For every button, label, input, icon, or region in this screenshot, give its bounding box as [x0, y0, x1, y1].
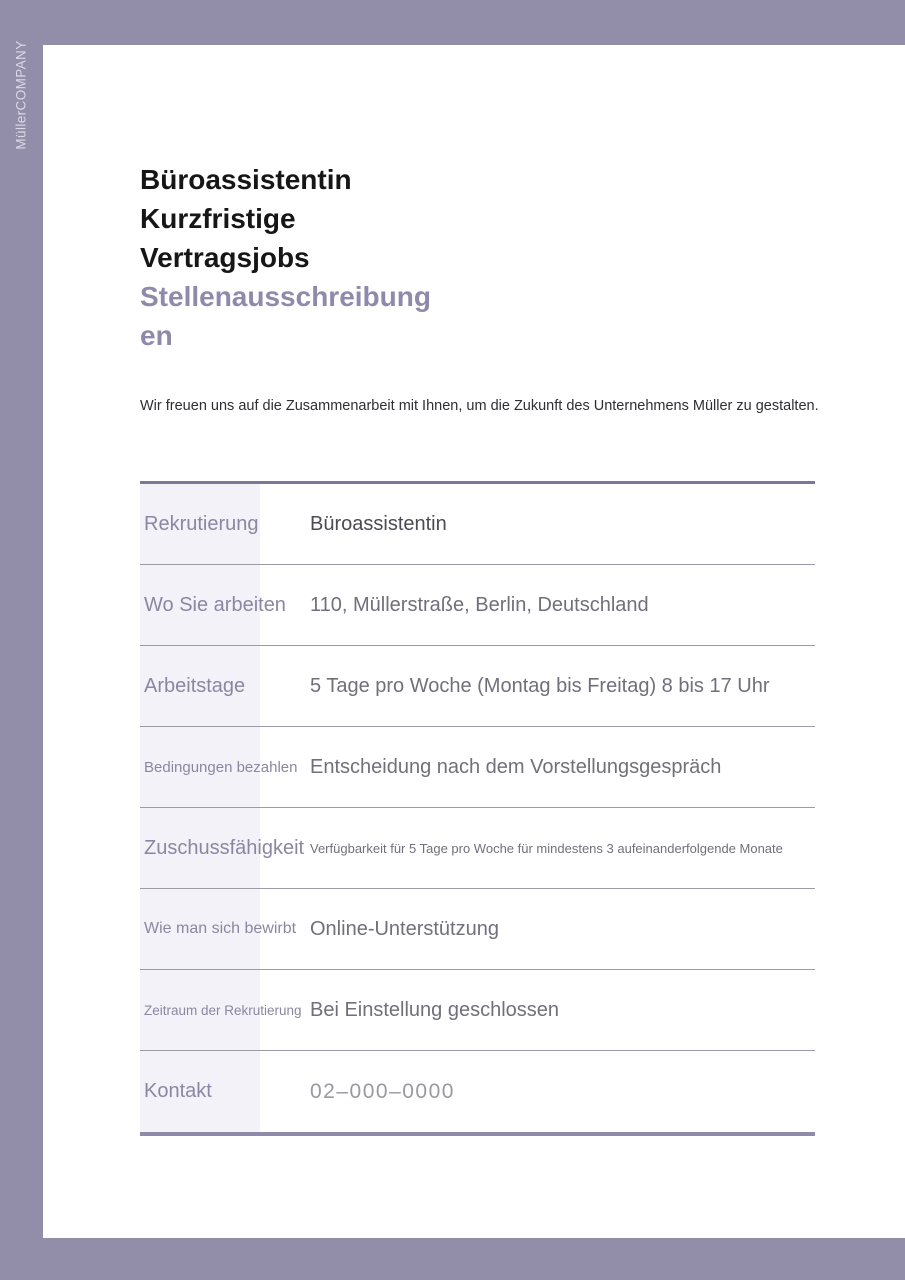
brand-vertical-text: MüllerCOMPANY	[13, 40, 29, 150]
row-value: 5 Tage pro Woche (Montag bis Freitag) 8 bis 17 Uhr	[310, 674, 770, 697]
frame-top	[0, 0, 905, 45]
row-label: Kontakt	[140, 1051, 260, 1132]
table-row	[140, 484, 815, 565]
table-row	[140, 808, 815, 889]
row-value: 02–000–0000	[310, 1079, 455, 1103]
row-value: Bei Einstellung geschlossen	[310, 998, 560, 1021]
row-label: Wie man sich bewirbt	[140, 889, 260, 969]
row-value: Online-Unterstützung	[310, 917, 499, 940]
table-row	[140, 565, 815, 646]
page-title-main: Büroassistentin Kurzfristige Vertragsjobs	[140, 164, 352, 273]
frame-bottom	[0, 1238, 905, 1280]
row-label: Zuschussfähigkeit	[140, 808, 260, 888]
row-value: Entscheidung nach dem Vorstellungsgespräch	[310, 755, 722, 778]
row-label: Arbeitstage	[140, 646, 260, 726]
row-label: Bedingungen bezahlen	[140, 727, 260, 807]
page-subtitle: Stellenausschreibungen	[140, 281, 431, 351]
page-title	[140, 160, 435, 355]
table-row	[140, 1051, 815, 1132]
row-value: 110, Müllerstraße, Berlin, Deutschland	[310, 593, 649, 616]
intro-text: Wir freuen uns auf die Zusammenarbeit mit Ihnen, um die Zukunft des Unternehmens Müller zu gestalten.	[140, 398, 819, 414]
row-label: Rekrutierung	[140, 484, 260, 564]
table-row	[140, 970, 815, 1051]
table-row	[140, 646, 815, 727]
table-row	[140, 889, 815, 970]
row-label: Wo Sie arbeiten	[140, 565, 260, 645]
job-table	[140, 481, 815, 1136]
row-value: Verfügbarkeit für 5 Tage pro Woche für mindestens 3 aufeinanderfolgende Monate	[310, 840, 783, 856]
table-row	[140, 727, 815, 808]
row-value: Büroassistentin	[310, 512, 447, 535]
frame-left	[0, 0, 43, 1280]
row-label: Zeitraum der Rekrutierung	[140, 970, 260, 1050]
